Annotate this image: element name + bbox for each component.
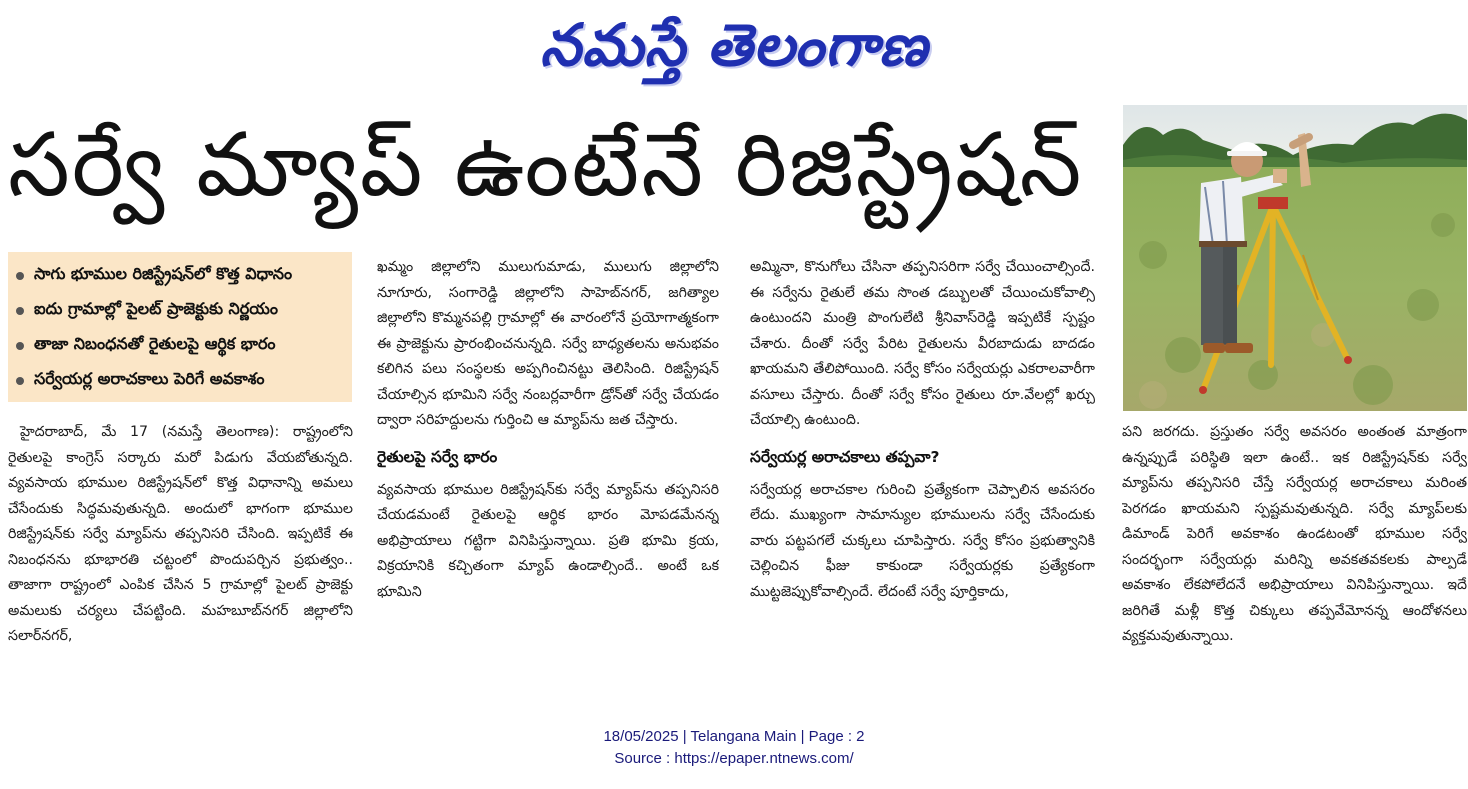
highlight-item [16,258,344,293]
bullet-icon [16,377,24,385]
article-column-3 [750,255,1095,705]
article-headline: సర్వే మ్యాప్ ఉంటేనే రిజిస్ట్రేషన్ [8,113,1084,216]
column-3-paragraph-2: సర్వేయర్ల అరాచకాల గురించి ప్రత్యేకంగా చెప్పాలిన అవసరం లేదు. ముఖ్యంగా సామాన్యుల భూములను సర్వే చేసేందుకు వారు పట్టపగలే చుక్కలు చూపిస్తారు. సర్వే కోసం ప్రభుత్వానికి చెల్లించిన ఫీజు కాకుండా సర్వేయర్లకు ప్రత్యేకంగా ముట్టజెప్పుకోవాల్సిందే. లేదంటే సర్వే పూర్తికాదు, [750,481,1095,600]
edition-info: 18/05/2025 | Telangana Main | Page : 2 [603,728,865,745]
column-3-paragraph-1: అమ్మినా, కొనుగోలు చేసినా తప్పనిసరిగా సర్వే చేయించాల్సిందే. ఈ సర్వేను రైతులే తమ సొంత డబ్బులతో చేయించుకోవాల్సి ఉంటుందని మంత్రి పొంగులేటి శ్రీనివాస్‌రెడ్డి ఇప్పటికే స్పష్టం చేశారు. దీంతో సర్వే పేరిట రైతులను వీరబాదుడు బాదడం ఖాయమని తేలిపోయింది. సర్వే కోసం సర్వేయర్లు ఎకరాలవారీగా వసూలు చేస్తారు. దీంతో సర్వే కోసం రైతులు రూ.వేలల్లో ఖర్చు చేయాల్సి ఉంటుంది. [750,259,1095,428]
bullet-icon [16,307,24,315]
surveyor-photo-illustration [1123,105,1467,411]
newspaper-logo: నమస్తే తెలంగాణ [540,11,928,79]
bullet-icon [16,272,24,280]
subheading-farmers-burden: రైతులపై సర్వే భారం [377,447,498,466]
article-column-2 [377,255,719,705]
column-2-paragraph-2: వ్యవసాయ భూముల రిజిస్ట్రేషన్‌కు సర్వే మ్యాప్‌ను తప్పనిసరి చేయడమంటే రైతులపై ఆర్థిక భారం మోపడమేనన్న అభిప్రాయాలు గట్టిగా వినిపిస్తున్నాయి. ప్రతి భూమి క్రయ, విక్రయానికి కచ్చితంగా మ్యాప్ ఉండాల్సిందే.. అంటే ఒక భూమిని [377,481,719,600]
highlight-text: సాగు భూముల రిజిస్ట్రేషన్‌లో కొత్త విధానం [34,264,293,283]
masthead [0,0,1468,90]
highlight-item [16,293,344,328]
subheading-surveyors: సర్వేయర్ల అరాచకాలు తప్పవా? [750,447,940,466]
highlight-text: ఐదు గ్రామాల్లో పైలట్ ప్రాజెక్టుకు నిర్ణయం [34,299,278,318]
highlight-item [16,328,344,363]
surveyor-photo [1123,105,1467,411]
column-1-text: హైదరాబాద్, మే 17 (నమస్తే తెలంగాణ): రాష్ట్రంలోని రైతులపై కాంగ్రెస్ సర్కారు మరో పిడుగు వేయబోతున్నది. వ్యవసాయ భూముల రిజిస్ట్రేషన్‌లో కొత్త విధానాన్ని అమలు చేసేందుకు సిద్ధమవుతున్నది. అందులో భాగంగా భూముల రిజిస్ట్రేషన్‌కు సర్వే మ్యాప్‌ను తప్పనిసరి చేసింది. ఇప్పటికే ఈ నిబంధనను భూభారతి చట్టంలో పొందుపర్చిన ప్రభుత్వం.. తాజాగా రాష్ట్రంలో ఎంపిక చేసిన 5 గ్రామాల్లో పైలట్ ప్రాజెక్టు అమలుకు చర్యలు చేపట్టింది. మహబూబ్‌నగర్ జిల్లాలోని సలార్‌నగర్, [8,424,353,644]
page-footer [0,726,1468,772]
highlight-text: సర్వేయర్ల అరాచకాలు పెరిగే అవకాశం [34,369,265,388]
highlight-item [16,363,344,398]
column-2-paragraph-1: ఖమ్మం జిల్లాలోని ములుగుమాడు, ములుగు జిల్లాలోని నూగూరు, సంగారెడ్డి జిల్లాలోని సాహెబ్‌నగర్, జగిత్యాల జిల్లాలోని కొమ్మనపల్లి గ్రామాల్లో ఈ వారంలోనే ప్రయోగాత్మకంగా ఈ ప్రాజెక్టును ప్రారంభించనున్నది. సర్వే బాధ్యతలను అనుభవం కలిగిన పలు సంస్థలకు అప్పగించినట్టు తెలిసింది. రిజిస్ట్రేషన్ చేయాల్సిన భూమిని సర్వే నంబర్లవారీగా డ్రోన్‌తో సర్వే చేయడం ద్వారా సరిహద్దులను గుర్తించి ఆ మ్యాప్‌ను జత చేస్తారు. [377,259,719,428]
highlight-text: తాజా నిబంధనతో రైతులపై ఆర్థిక భారం [34,334,276,353]
article-column-1 [8,420,353,705]
bullet-icon [16,342,24,350]
highlights-box [8,252,352,402]
source-link[interactable]: Source : https://epaper.ntnews.com/ [614,750,854,767]
article-column-4 [1122,420,1467,705]
column-4-text: పని జరగదు. ప్రస్తుతం సర్వే అవసరం అంతంత మాత్రంగా ఉన్నప్పుడే పరిస్థితి ఇలా ఉంటే.. ఇక రిజిస్ట్రేషన్‌కు సర్వే మ్యాప్‌ను తప్పనిసరి చేస్తే సర్వేయర్ల అరాచకాలు మరింత పెరగడం ఖాయమని స్పష్టమవుతున్నది. సర్వే మ్యాప్‌లకు డిమాండ్ పెరిగే అవకాశం ఉండటంతో భూముల సర్వే సందర్భంగా సర్వేయర్లు మరిన్ని అవకతవకలకు పాల్పడే అవకాశం లేకపోలేదనే అభిప్రాయాలు వినిపిస్తున్నాయి. ఇదే జరిగితే మళ్లీ కొత్త చిక్కులు తప్పవేమోనన్న ఆందోళనలు వ్యక్తమవుతున్నాయి. [1122,424,1467,644]
